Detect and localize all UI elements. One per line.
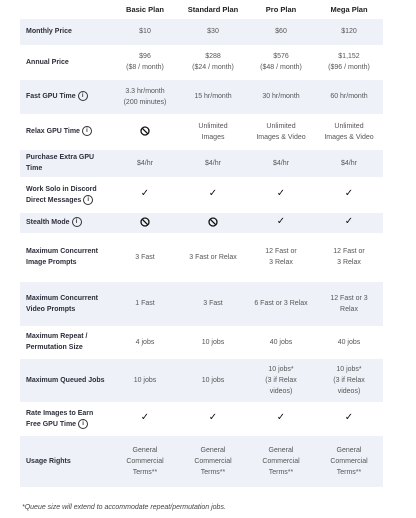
plan-cell-standard [179,19,247,45]
cell-text-line: Commercial [330,457,368,465]
cell-text-line: 12 Fast or [333,248,365,255]
info-icon[interactable]: i [83,195,93,205]
feature-label: Annual Price [26,58,69,66]
cell-text-line: Terms** [268,468,294,476]
plan-cell-standard [179,45,247,79]
check-icon: ✓ [276,188,286,199]
plan-cell-standard [179,358,247,402]
feature-label: Maximum Queued Jobs [26,376,105,384]
cell-text-line: General [336,446,362,454]
info-icon[interactable]: i [78,91,88,101]
cell-text-line: 10 jobs [133,376,157,384]
cell-text-line: ($96 / month) [328,64,370,71]
cell-text-line: Commercial [262,457,300,465]
plan-header-pro: Pro Plan [265,5,297,14]
table-row [20,281,383,326]
plan-cell-basic [111,45,179,79]
plan-cell-mega [315,402,383,435]
no-icon [140,126,150,136]
feature-cell [20,402,111,435]
check-icon: ✓ [276,412,286,423]
cell-text-line: Unlimited [198,122,228,130]
plan-cell-pro [247,233,315,281]
queue-footnote: *Queue size will extend to accommodate repeat/permutation jobs. [22,504,226,511]
cell-text-line: 3.3 hr/month [125,87,165,95]
plan-cell-standard [179,435,247,487]
plan-cell-basic [111,358,179,402]
plan-cell-pro [247,402,315,435]
cell-text-line: 10 jobs [201,376,225,384]
plan-cell-basic [111,281,179,326]
no-icon [208,217,218,227]
cell-text-line: $120 [341,28,357,36]
plan-cell-pro [247,19,315,45]
check-icon: ✓ [276,216,286,227]
plan-cell-pro [247,79,315,114]
check-icon: ✓ [344,188,354,199]
cell-text-line: $96 [139,53,151,60]
cell-text-line: $60 [275,28,287,36]
table-row [20,435,383,487]
cell-text-line: (3 if Relax [333,376,365,384]
plan-cell-basic [111,233,179,281]
plan-cell-mega [315,19,383,45]
table-row [20,177,383,212]
feature-cell [20,281,111,326]
cell-text-line: 10 jobs* [336,365,362,373]
plan-cell-pro [247,435,315,487]
feature-label: Fast GPU Time [26,93,76,100]
plan-cell-standard [179,212,247,233]
table-row [20,326,383,358]
plan-header-standard: Standard Plan [187,5,239,14]
cell-text-line: 3 Relax [337,259,361,266]
plan-cell-pro [247,212,315,233]
cell-text-line: $288 [205,53,221,60]
feature-label: Stealth Mode [26,219,70,226]
cell-text-line: 30 hr/month [262,93,300,100]
feature-label: Work Solo in Discord Direct Messages [26,185,97,204]
plan-cell-standard [179,177,247,212]
cell-text-line: 10 jobs* [268,365,294,373]
plan-cell-mega [315,114,383,149]
cell-text-line: (200 minutes) [123,98,167,106]
check-icon: ✓ [344,216,354,227]
table-row [20,19,383,45]
plan-cell-standard [179,402,247,435]
cell-text-line: 15 hr/month [194,93,232,100]
check-icon: ✓ [140,412,150,423]
cell-text-line: ($8 / month) [126,64,164,71]
cell-text-line: Unlimited [334,122,364,130]
plan-cell-pro [247,177,315,212]
plan-cell-mega [315,326,383,358]
cell-text-line: 4 jobs [135,338,155,346]
plan-cell-mega [315,435,383,487]
feature-label: Maximum Repeat / Permutation Size [26,333,88,351]
feature-label: Purchase Extra GPU Time [26,154,95,172]
cell-text-line: $4/hr [205,159,221,167]
cell-text-line: 3 Relax [269,259,293,266]
cell-text-line: Images & Video [256,133,306,141]
cell-text-line: $10 [139,28,151,36]
cell-text-line: (3 if Relax [265,376,297,384]
feature-cell [20,114,111,149]
plan-cell-basic [111,435,179,487]
cell-text-line: General [268,446,294,454]
feature-label: Relax GPU Time [26,128,80,135]
info-icon[interactable]: i [78,419,88,429]
plan-header-basic: Basic Plan [126,5,164,14]
plan-header-mega: Mega Plan [330,5,368,14]
feature-label: Rate Images to Earn Free GPU Time [26,409,94,428]
info-icon[interactable]: i [72,217,82,227]
cell-text-line: Commercial [126,457,164,465]
plan-cell-basic [111,326,179,358]
feature-cell [20,326,111,358]
feature-cell [20,149,111,177]
check-icon: ✓ [208,188,218,199]
feature-label: Maximum Concurrent Image Prompts [26,248,98,266]
cell-text-line: 10 jobs [201,338,225,346]
cell-text-line: $576 [273,53,289,60]
cell-text-line: Unlimited [266,122,296,130]
cell-text-line: videos) [269,387,293,395]
cell-text-line: 40 jobs [337,338,361,346]
plan-cell-mega [315,281,383,326]
cell-text-line: Terms** [132,468,158,476]
pricing-table-body [20,19,383,487]
plan-cell-mega [315,177,383,212]
cell-text-line: 3 Fast or Relax [189,253,237,261]
cell-text-line: Terms** [336,468,362,476]
plan-cell-basic [111,19,179,45]
table-row [20,212,383,233]
plan-cell-standard [179,149,247,177]
plan-cell-pro [247,326,315,358]
plan-cell-pro [247,114,315,149]
feature-cell [20,19,111,45]
feature-label: Monthly Price [26,28,72,36]
cell-text-line: Images & Video [324,133,374,141]
info-icon[interactable]: i [82,126,92,136]
cell-text-line: $30 [207,28,219,36]
plan-cell-mega [315,212,383,233]
cell-text-line: 6 Fast or 3 Relax [254,300,308,307]
plan-cell-standard [179,79,247,114]
pricing-table [20,19,383,488]
plan-cell-basic [111,149,179,177]
cell-text-line: Images [201,133,225,141]
table-row [20,149,383,177]
plan-cell-basic [111,114,179,149]
feature-cell [20,177,111,212]
plan-cell-mega [315,149,383,177]
cell-text-line: ($48 / month) [260,64,302,71]
plan-cell-basic [111,79,179,114]
table-row [20,402,383,435]
cell-text-line: 3 Fast [203,300,223,307]
plan-cell-pro [247,149,315,177]
cell-text-line: General [200,446,226,454]
table-row [20,114,383,149]
feature-cell [20,358,111,402]
plan-cell-basic [111,177,179,212]
plan-cell-standard [179,281,247,326]
cell-text-line: 3 Fast [135,253,155,261]
plan-cell-mega [315,358,383,402]
plan-cell-mega [315,79,383,114]
plan-cell-mega [315,45,383,79]
cell-text-line: 12 Fast or [265,248,297,255]
plan-cell-pro [247,281,315,326]
plan-cell-basic [111,212,179,233]
check-icon: ✓ [344,412,354,423]
cell-text-line: General [132,446,158,454]
table-row [20,233,383,281]
cell-text-line: $4/hr [273,159,289,167]
plan-cell-basic [111,402,179,435]
cell-text-line: 60 hr/month [330,93,368,100]
cell-text-line: $1,152 [338,53,360,60]
plan-cell-standard [179,114,247,149]
cell-text-line: 1 Fast [135,300,155,307]
cell-text-line: 40 jobs [269,338,293,346]
cell-text-line: ($24 / month) [192,64,234,71]
plan-cell-standard [179,233,247,281]
cell-text-line: $4/hr [137,159,153,167]
feature-cell [20,79,111,114]
feature-label: Usage Rights [26,457,71,465]
plan-cell-mega [315,233,383,281]
feature-cell [20,435,111,487]
table-row [20,45,383,79]
table-row [20,79,383,114]
table-row [20,358,383,402]
cell-text-line: Relax [340,305,358,313]
check-icon: ✓ [140,188,150,199]
plan-cell-pro [247,45,315,79]
feature-cell [20,212,111,233]
cell-text-line: 12 Fast or 3 [330,294,368,302]
plan-cell-pro [247,358,315,402]
cell-text-line: Commercial [194,457,232,465]
feature-cell [20,233,111,281]
feature-cell [20,45,111,79]
cell-text-line: $4/hr [341,159,357,167]
check-icon: ✓ [208,412,218,423]
no-icon [140,217,150,227]
plan-cell-standard [179,326,247,358]
cell-text-line: Terms** [200,468,226,476]
feature-label: Maximum Concurrent Video Prompts [26,294,98,313]
plan-header-row [0,0,416,20]
cell-text-line: videos) [337,387,361,395]
